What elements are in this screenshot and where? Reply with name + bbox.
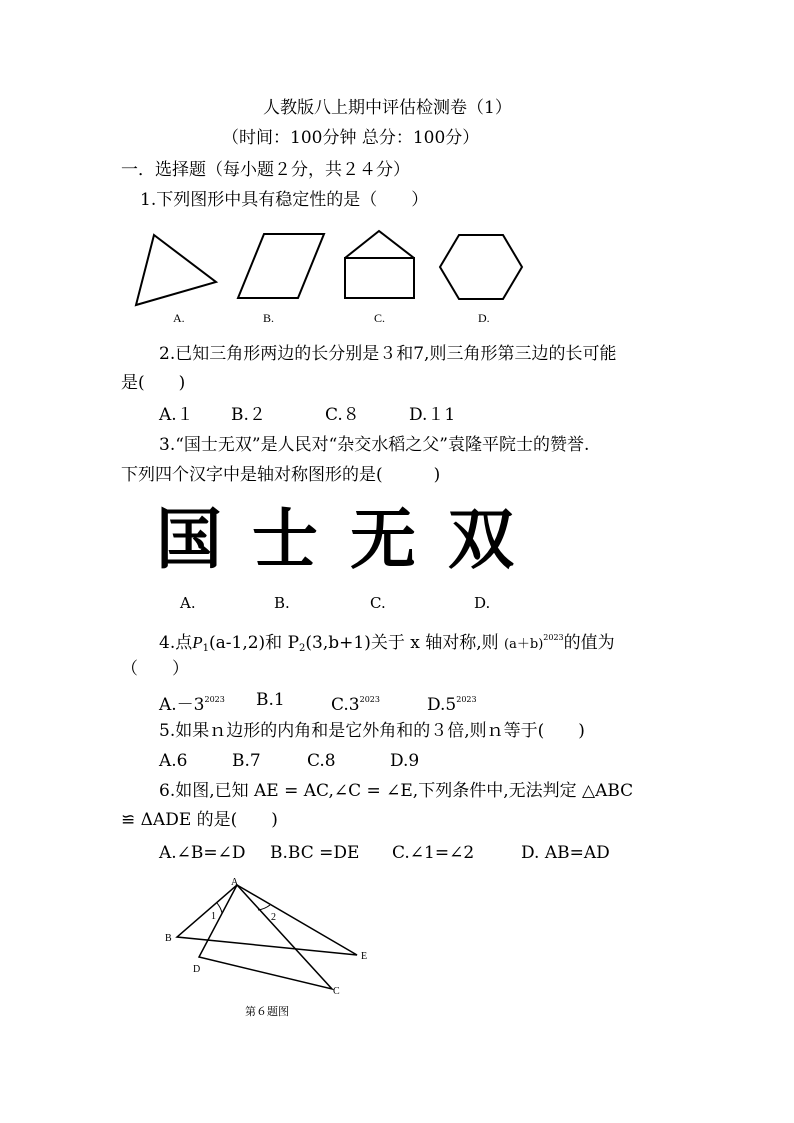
q3-caption-a: A. xyxy=(180,594,196,612)
q4-expression-exp: 2023 xyxy=(543,633,564,642)
q1-caption-a: A. xyxy=(173,311,185,325)
q4-option-b: B.1 xyxy=(256,690,285,710)
q4-p2-sub: 2 xyxy=(299,643,306,654)
triangle-shape xyxy=(136,235,216,305)
q6-option-c: C.∠1=∠2 xyxy=(392,843,475,863)
q4-p1-sub: 1 xyxy=(202,643,209,654)
q1-shapes xyxy=(130,225,550,315)
question-4-stem xyxy=(159,628,615,659)
q1-caption-b: B. xyxy=(263,311,275,325)
hexagon-shape xyxy=(440,235,522,299)
q4-mid2: (3,b+1)关于 x 轴对称,则 xyxy=(305,633,499,653)
q2-option-a: A.１ xyxy=(159,405,194,425)
char-wu: 无 xyxy=(350,501,416,578)
q2-option-c: C.８ xyxy=(325,405,360,425)
char-shuang: 双 xyxy=(448,501,514,578)
q1-caption-c: C. xyxy=(374,311,386,325)
q4-suffix: 的值为 xyxy=(563,633,615,653)
q4-option-c: $C.3^{2023}$ xyxy=(331,695,380,715)
q5-option-c: C.8 xyxy=(307,751,336,771)
angle-2-arc xyxy=(258,905,270,910)
q6-figure-caption: 第６题图 xyxy=(245,1005,289,1018)
section-heading: 一．选择题（每小题２分，共２４分） xyxy=(121,160,410,180)
fig-label-c: C xyxy=(333,986,340,997)
fig-label-2: 2 xyxy=(271,912,276,923)
page-title: 人教版八上期中评估检测卷（1） xyxy=(263,98,512,118)
char-shi: 士 xyxy=(252,501,318,578)
fig-label-1: 1 xyxy=(211,911,216,922)
house-shape xyxy=(345,231,414,298)
q5-option-b: B.7 xyxy=(232,751,261,771)
fig-label-e: E xyxy=(361,951,368,962)
q1-caption-d: D. xyxy=(478,311,490,325)
triangle-abe xyxy=(177,885,357,955)
q6-geometry-figure xyxy=(155,872,415,1012)
q5-option-a: A.6 xyxy=(159,751,188,771)
q6-option-d: D. AB=AD xyxy=(521,843,610,863)
question-5-stem: 5.如果ｎ边形的内角和是它外角和的３倍,则ｎ等于( ) xyxy=(159,721,585,741)
char-guo: 国 xyxy=(156,501,222,578)
q3-caption-d: D. xyxy=(474,594,491,612)
q6-option-b: B.BC =DE xyxy=(270,843,360,863)
question-3-stem-cont: 下列四个汉字中是轴对称图形的是( ) xyxy=(121,465,441,485)
q3-caption-c: C. xyxy=(370,594,386,612)
q4-mid1: (a-1,2)和 P xyxy=(209,633,300,653)
question-4-stem-cont: （ ） xyxy=(121,659,189,679)
question-1-stem: 1.下列图形中具有稳定性的是（ ） xyxy=(140,190,429,210)
q5-option-d: D.9 xyxy=(390,751,420,771)
angle-1-arc xyxy=(217,903,222,913)
question-2-stem-cont: 是( ) xyxy=(121,373,186,393)
q6-option-a: A.∠B=∠D xyxy=(159,843,246,863)
q4-expression: (a＋b) xyxy=(504,637,544,652)
question-6-stem: 6.如图,已知 AE = AC,∠C = ∠E,下列条件中,无法判定 △ABC xyxy=(159,781,634,801)
fig-label-a: A xyxy=(231,877,239,888)
q4-point-p1: P xyxy=(192,633,203,652)
parallelogram-shape xyxy=(238,234,324,298)
exam-info: （时间：100分钟 总分：100分） xyxy=(222,128,480,148)
question-2-stem: 2.已知三角形两边的长分别是３和7,则三角形第三边的长可能 xyxy=(159,344,617,364)
fig-label-b: B xyxy=(165,933,172,944)
q4-option-d: $D.5^{2023}$ xyxy=(427,695,477,715)
q4-option-a: $A.-3^{2023}$ xyxy=(159,695,225,715)
fig-label-d: D xyxy=(193,964,201,975)
question-3-stem: 3.“国士无双”是人民对“杂交水稻之父”袁隆平院士的赞誉. xyxy=(159,435,590,455)
question-6-stem-cont: ≌ ΔADE 的是( ) xyxy=(121,810,278,830)
q3-caption-b: B. xyxy=(274,594,290,612)
q2-option-b: B.２ xyxy=(231,405,266,425)
q4-prefix: 4.点 xyxy=(159,633,193,653)
q2-option-d: D.１1 xyxy=(409,405,456,425)
